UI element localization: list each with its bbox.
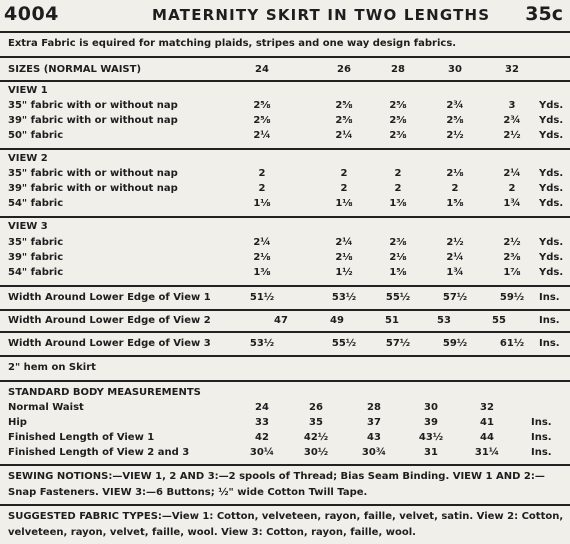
fabric-value: 1⅜ <box>253 267 271 278</box>
body-value: 41 <box>480 417 494 428</box>
divider <box>0 309 570 311</box>
divider <box>0 80 570 82</box>
body-value: 35 <box>309 417 323 428</box>
fabric-value: 2¼ <box>335 130 353 141</box>
width-row-label: Width Around Lower Edge of View 1 <box>8 292 211 303</box>
body-row-label: Hip <box>8 417 27 428</box>
fabric-value: 2⅝ <box>253 100 271 111</box>
fabric-value: 2¼ <box>446 252 464 263</box>
divider <box>0 504 570 506</box>
fabric-value: 2½ <box>503 237 521 248</box>
unit: Yds. <box>539 237 564 248</box>
divider <box>0 148 570 150</box>
divider <box>0 56 570 58</box>
unit: Ins. <box>539 338 560 349</box>
width-value: 51 <box>385 315 399 326</box>
size-value: 26 <box>337 64 351 75</box>
sewing-notions: SEWING NOTIONS:—VIEW 1, 2 AND 3:—2 spools of Thread; Bias Seam Binding. VIEW 1 AND 2:—Snap Fasteners. VIEW 3:—6 Buttons; ½" wide Cotton Twill Tape. <box>8 471 545 498</box>
page-title: MATERNITY SKIRT IN TWO LENGTHS <box>152 6 491 24</box>
fabric-value: 2 <box>394 168 402 179</box>
sizes-label: SIZES (NORMAL WAIST) <box>8 64 142 75</box>
fabric-value: 2⅛ <box>335 252 353 263</box>
fabric-value: 2½ <box>503 130 521 141</box>
unit: Yds. <box>539 267 564 278</box>
unit: Yds. <box>539 100 564 111</box>
fabric-value: 1¾ <box>503 198 521 209</box>
width-row-label: Width Around Lower Edge of View 3 <box>8 338 211 349</box>
width-value: 47 <box>274 315 288 326</box>
divider <box>0 355 570 357</box>
unit: Yds. <box>539 183 564 194</box>
fabric-row-label: 39" fabric with or without nap <box>8 115 178 126</box>
fabric-row-label: 54" fabric <box>8 267 64 278</box>
fabric-value: 1⅛ <box>335 198 353 209</box>
unit: Ins. <box>539 315 560 326</box>
fabric-value: 2⅝ <box>335 115 353 126</box>
fabric-value: 2 <box>340 183 348 194</box>
width-value: 55½ <box>385 292 411 303</box>
width-value: 55½ <box>331 338 357 349</box>
fabric-value: 2¼ <box>503 168 521 179</box>
fabric-value: 1⅝ <box>389 267 407 278</box>
width-value: 57½ <box>385 338 411 349</box>
suggested-fabric-types: SUGGESTED FABRIC TYPES:—View 1: Cotton, velveteen, rayon, faille, velvet, satin. View 2: Cotton, velveteen, rayon, velvet, faille, wool. View 3: Cotton, rayon, faille, wool. <box>8 511 564 538</box>
body-measurements-title: STANDARD BODY MEASUREMENTS <box>8 387 201 398</box>
fabric-value: 2¾ <box>503 115 521 126</box>
divider <box>0 216 570 218</box>
width-value: 57½ <box>442 292 468 303</box>
width-value: 53½ <box>331 292 357 303</box>
fabric-value: 2 <box>258 183 266 194</box>
divider <box>0 31 570 33</box>
body-value: 28 <box>367 402 381 413</box>
width-value: 59½ <box>442 338 468 349</box>
hem-note: 2" hem on Skirt <box>8 362 96 373</box>
body-value: 33 <box>255 417 269 428</box>
fabric-row-label: 35" fabric with or without nap <box>8 100 178 111</box>
body-value: 44 <box>480 432 494 443</box>
unit: Yds. <box>539 115 564 126</box>
body-row-label: Finished Length of View 2 and 3 <box>8 447 190 458</box>
body-value: 37 <box>367 417 381 428</box>
fabric-row-label: 54" fabric <box>8 198 64 209</box>
fabric-value: 1⅜ <box>389 198 407 209</box>
fabric-value: 3 <box>508 100 516 111</box>
unit: Ins. <box>531 432 552 443</box>
unit: Ins. <box>539 292 560 303</box>
body-value: 31¼ <box>474 447 500 458</box>
divider <box>0 380 570 382</box>
width-value: 59½ <box>499 292 525 303</box>
body-value: 39 <box>424 417 438 428</box>
fabric-value: 2⅝ <box>253 115 271 126</box>
body-value: 31 <box>424 447 438 458</box>
width-value: 53½ <box>249 338 275 349</box>
fabric-value: 1½ <box>335 267 353 278</box>
fabric-value: 2⅝ <box>389 115 407 126</box>
fabric-note: Extra Fabric is equired for matching plaids, stripes and one way design fabrics. <box>8 38 457 49</box>
unit: Yds. <box>539 130 564 141</box>
width-value: 53 <box>437 315 451 326</box>
fabric-value: 2¼ <box>253 130 271 141</box>
size-value: 30 <box>448 64 462 75</box>
fabric-value: 2¾ <box>446 100 464 111</box>
divider <box>0 285 570 287</box>
fabric-value: 2⅝ <box>389 100 407 111</box>
fabric-value: 2 <box>451 183 459 194</box>
size-value: 32 <box>505 64 519 75</box>
fabric-row-label: 50" fabric <box>8 130 64 141</box>
body-value: 30¾ <box>361 447 387 458</box>
size-value: 28 <box>391 64 405 75</box>
body-row-label: Normal Waist <box>8 402 84 413</box>
width-value: 51½ <box>249 292 275 303</box>
body-value: 42 <box>255 432 269 443</box>
fabric-value: 1⅛ <box>253 198 271 209</box>
unit: Yds. <box>539 252 564 263</box>
fabric-value: 2¼ <box>253 237 271 248</box>
fabric-row-label: 35" fabric <box>8 237 64 248</box>
fabric-value: 2⅛ <box>253 252 271 263</box>
width-row-label: Width Around Lower Edge of View 2 <box>8 315 211 326</box>
fabric-value: 2⅜ <box>503 252 521 263</box>
unit: Ins. <box>531 447 552 458</box>
unit: Ins. <box>531 417 552 428</box>
body-value: 30 <box>424 402 438 413</box>
fabric-value: 2 <box>340 168 348 179</box>
fabric-value: 2⅜ <box>389 237 407 248</box>
fabric-value: 2½ <box>446 130 464 141</box>
pattern-number: 4004 <box>4 3 59 25</box>
view-3-title: VIEW 3 <box>8 221 48 232</box>
fabric-value: 2 <box>258 168 266 179</box>
fabric-value: 1⅝ <box>446 198 464 209</box>
fabric-row-label: 35" fabric with or without nap <box>8 168 178 179</box>
body-value: 42½ <box>303 432 329 443</box>
body-value: 32 <box>480 402 494 413</box>
fabric-value: 2⅜ <box>389 130 407 141</box>
fabric-row-label: 39" fabric <box>8 252 64 263</box>
body-row-label: Finished Length of View 1 <box>8 432 155 443</box>
body-value: 30¼ <box>249 447 275 458</box>
fabric-value: 1⅞ <box>503 267 521 278</box>
fabric-value: 2 <box>394 183 402 194</box>
width-value: 61½ <box>499 338 525 349</box>
fabric-row-label: 39" fabric with or without nap <box>8 183 178 194</box>
price: 35c <box>525 3 563 25</box>
unit: Yds. <box>539 198 564 209</box>
width-value: 49 <box>330 315 344 326</box>
body-value: 30½ <box>303 447 329 458</box>
view-1-title: VIEW 1 <box>8 85 48 96</box>
unit: Yds. <box>539 168 564 179</box>
body-value: 24 <box>255 402 269 413</box>
body-value: 26 <box>309 402 323 413</box>
fabric-value: 2⅛ <box>446 168 464 179</box>
fabric-value: 2⅝ <box>446 115 464 126</box>
fabric-value: 2 <box>508 183 516 194</box>
fabric-value: 2⅛ <box>389 252 407 263</box>
fabric-value: 2⅝ <box>335 100 353 111</box>
divider <box>0 331 570 333</box>
body-value: 43½ <box>418 432 444 443</box>
view-2-title: VIEW 2 <box>8 153 48 164</box>
width-value: 55 <box>492 315 506 326</box>
fabric-value: 2¼ <box>335 237 353 248</box>
size-value: 24 <box>255 64 269 75</box>
fabric-value: 1¾ <box>446 267 464 278</box>
fabric-value: 2½ <box>446 237 464 248</box>
divider <box>0 464 570 466</box>
body-value: 43 <box>367 432 381 443</box>
